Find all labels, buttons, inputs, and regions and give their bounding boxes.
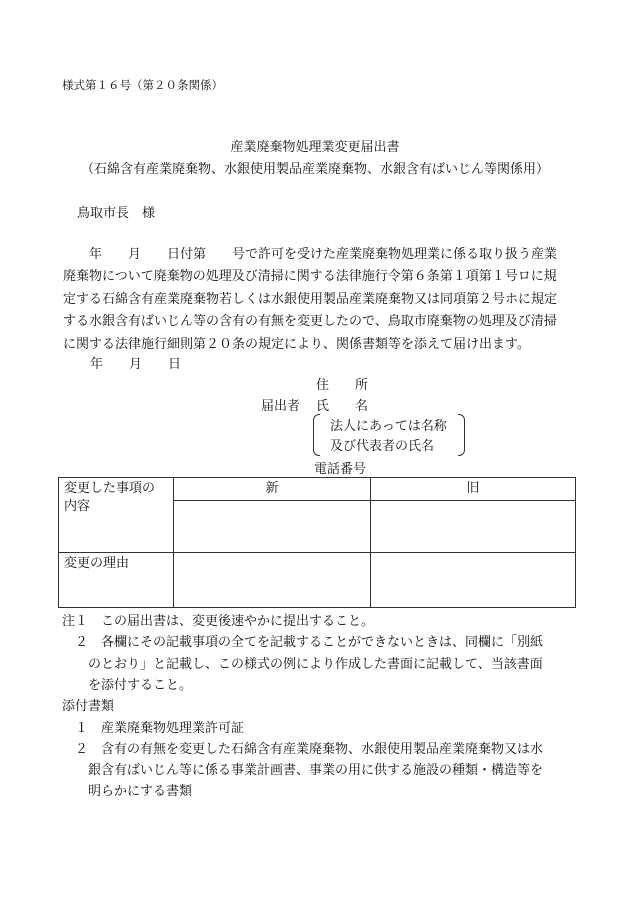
body-line: 定する石綿含有産業廃棄物若しくは水銀使用製品産業廃棄物又は同項第２号ホに規定: [63, 291, 558, 307]
change-table: [58, 477, 576, 608]
addressee: 鳥取市長 様: [77, 206, 156, 221]
body-line: 廃棄物について廃棄物の処理及び清掃に関する法律施行令第６条第１項第１号ロに規: [63, 269, 557, 285]
name-label: 氏 名: [316, 399, 369, 414]
corporate-note-line2: 及び代表者の氏名: [330, 439, 435, 454]
new-content-cell[interactable]: [174, 500, 371, 552]
address-label: 住 所: [316, 378, 369, 393]
change-reason-label: 変更の理由: [64, 556, 130, 571]
note-2-line1: ２ 各欄にその記載事項の全てを記載することができないときは、同欄に「別紙: [62, 635, 544, 650]
note-2-line3: を添付すること。: [62, 678, 193, 693]
corporate-note-line1: 法人にあっては名称: [330, 419, 447, 434]
body-paragraph: [63, 244, 577, 356]
new-column-header: 新: [174, 478, 371, 501]
document-subtitle: （石綿含有産業廃棄物、水銀使用製品産業廃棄物、水銀含有ばいじん等関係用）: [80, 162, 549, 177]
attachment-2-line2: 銀含有ばいじん等に係る事業計画書、事業の用に供する施設の種類・構造等を: [62, 763, 544, 778]
change-item-label-line2: 内容: [64, 498, 91, 514]
body-line: に関する法律施行細則第２０条の規定により、関係書類等を添えて届け出ます。: [63, 336, 530, 352]
left-bracket: [313, 414, 320, 456]
change-item-label-cell: [59, 478, 174, 553]
note-2-line2: のとおり」と記載し、この様式の例により作成した書面に記載して、当該書面: [62, 657, 543, 672]
right-bracket: [458, 414, 465, 456]
change-reason-label-cell: [59, 553, 174, 608]
attachment-2-line1: ２ 含有の有無を変更した石綿含有産業廃棄物、水銀使用製品産業廃棄物又は水: [62, 742, 544, 757]
date-line: 年 月 日: [90, 357, 182, 372]
note-1: 注１ この届出書は、変更後速やかに提出すること。: [62, 614, 375, 629]
change-item-label-line1: 変更した事項の: [64, 481, 156, 496]
attachment-2-line3: 明らかにする書類: [62, 784, 193, 799]
new-reason-cell[interactable]: [174, 553, 371, 608]
form-number: 様式第１６号（第２０条関係）: [62, 78, 223, 92]
document-title: 産業廃棄物処理業変更届出書: [230, 140, 400, 155]
table-row: [59, 553, 576, 608]
body-line: する水銀含有ばいじん等の含有の有無を変更したので、鳥取市廃棄物の処理及び清掃: [63, 314, 557, 330]
attachment-1: １ 産業廃棄物処理業許可証: [62, 721, 245, 736]
table-row: [59, 478, 576, 501]
old-content-cell[interactable]: [371, 500, 576, 552]
body-line: 年 月 日付第 号で許可を受けた産業廃棄物処理業に係る取り扱う産業: [63, 247, 558, 262]
old-reason-cell[interactable]: [371, 553, 576, 608]
attachments-heading: 添付書類: [62, 699, 115, 714]
phone-label: 電話番号: [314, 462, 367, 477]
old-column-header: 旧: [371, 478, 576, 501]
applicant-label: 届出者: [261, 399, 301, 414]
